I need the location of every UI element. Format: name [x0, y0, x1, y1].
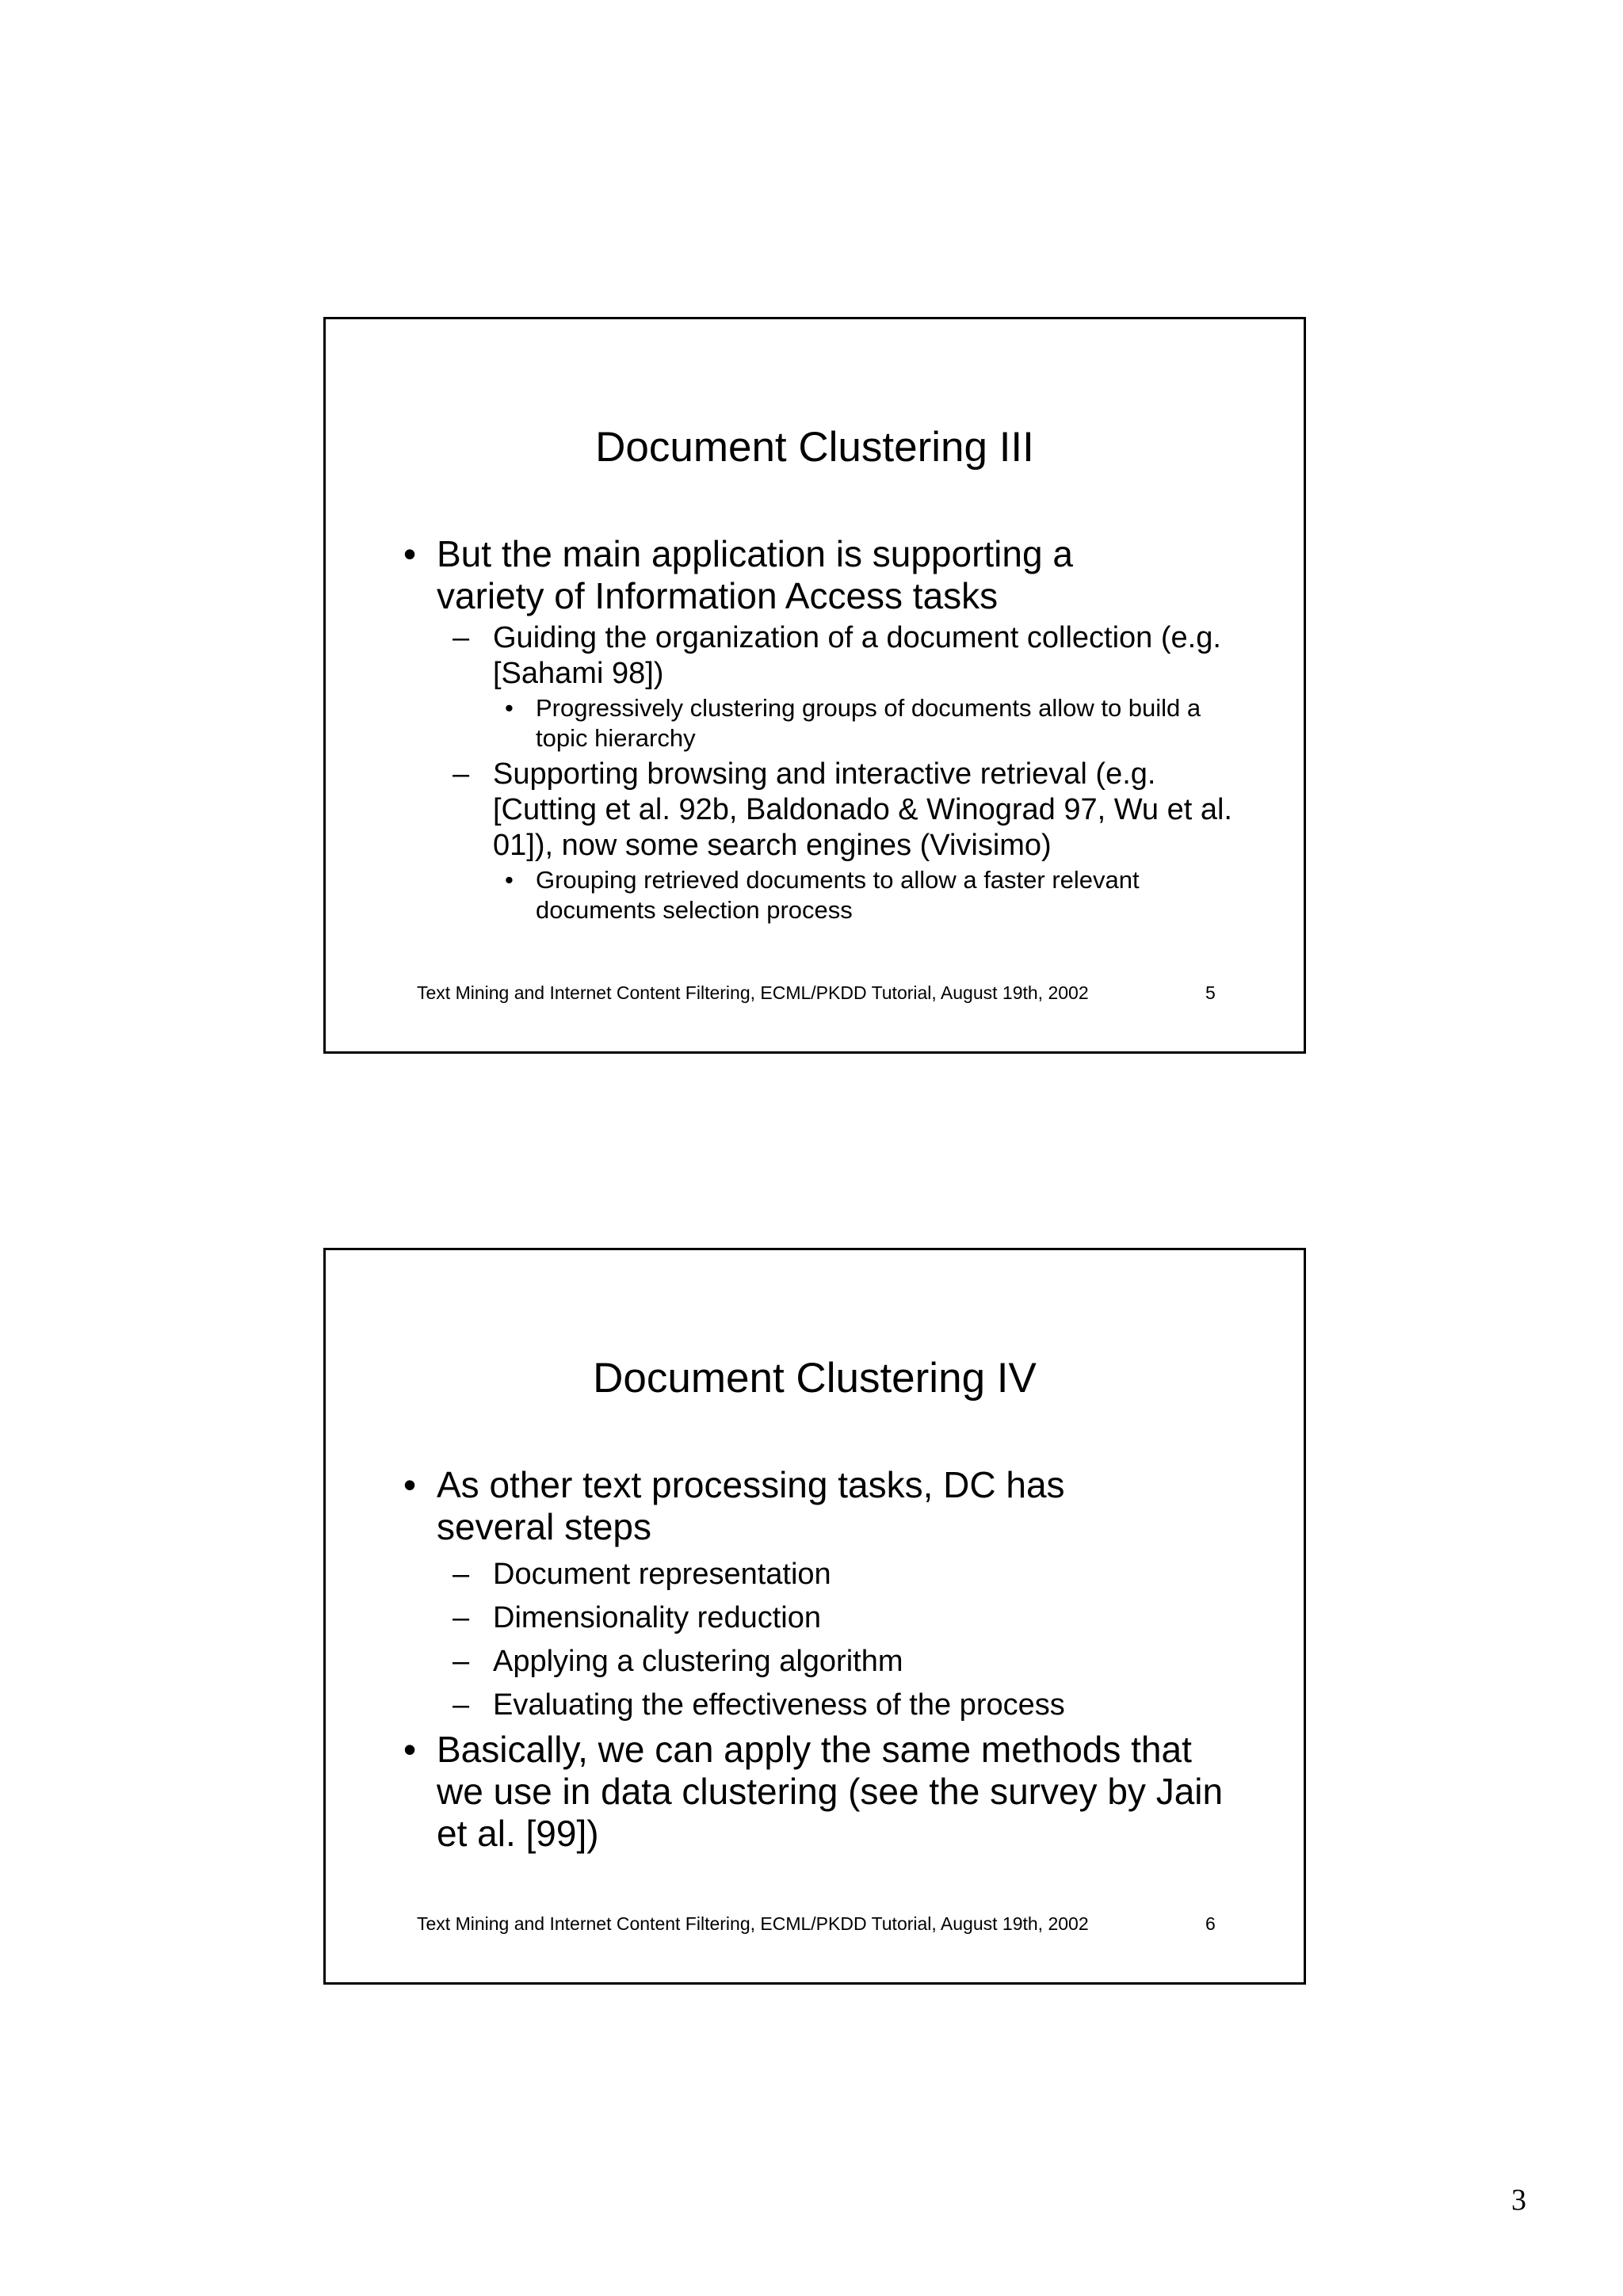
sub-bullet-item [401, 620, 1254, 692]
sub-bullet-text: Supporting browsing and interactive retrieval (e.g. [Cutting et al. 92b, Baldonado & Winograd 97, Wu et al. 01]), now some search engines (Vivisimo) [493, 757, 1232, 862]
slide-title: Document Clustering IV [593, 1355, 1037, 1402]
dash-icon: – [453, 1601, 470, 1634]
bullet-text: Basically, we can apply the same methods that we use in data clustering (see the survey by Jain et al. [99]) [437, 1729, 1224, 1854]
slide-number: 5 [1205, 982, 1216, 1003]
bullet-item [401, 533, 1174, 617]
slide-title: Document Clustering III [595, 424, 1034, 471]
bullet-text: But the main application is supporting a variety of Information Access tasks [437, 533, 1073, 616]
slide-bullet-list [401, 533, 1257, 925]
sub-bullet-text: Dimensionality reduction [493, 1601, 821, 1634]
bullet-text: As other text processing tasks, DC has several steps [437, 1464, 1065, 1547]
sub-bullet-text: Guiding the organization of a document collection (e.g. [Sahami 98]) [493, 621, 1221, 690]
sub-bullet-item [401, 757, 1238, 864]
slide-footer: Text Mining and Internet Content Filtering, ECML/PKDD Tutorial, August 19th, 2002 [417, 1913, 1089, 1934]
sub-sub-bullet-item [401, 693, 1209, 753]
sub-bullet-item [401, 1640, 1257, 1684]
page-number: 3 [1511, 2183, 1526, 2217]
bullet-item [401, 1729, 1229, 1855]
dash-icon: – [453, 621, 470, 654]
bullet-icon: • [403, 533, 417, 574]
slide-document-clustering-iii [323, 317, 1306, 1054]
dash-icon: – [453, 1645, 470, 1678]
bullet-icon: • [403, 1729, 417, 1770]
sub-sub-bullet-text: Progressively clustering groups of documents allow to build a topic hierarchy [536, 694, 1201, 752]
dash-icon: – [453, 1688, 470, 1722]
dash-icon: – [453, 1558, 470, 1591]
sub-sub-bullet-item [401, 865, 1233, 925]
sub-bullet-text: Applying a clustering algorithm [493, 1645, 903, 1678]
bullet-icon: • [505, 694, 514, 722]
sub-bullet-item [401, 1684, 1257, 1727]
sub-bullet-text: Evaluating the effectiveness of the process [493, 1688, 1065, 1722]
sub-sub-bullet-text: Grouping retrieved documents to allow a faster relevant documents selection process [536, 866, 1140, 924]
slide-document-clustering-iv [323, 1248, 1306, 1985]
bullet-icon: • [403, 1464, 417, 1505]
bullet-icon: • [505, 866, 514, 894]
sub-bullet-item [401, 1553, 1257, 1596]
bullet-item [401, 1464, 1150, 1548]
slide-footer: Text Mining and Internet Content Filtering, ECML/PKDD Tutorial, August 19th, 2002 [417, 982, 1089, 1003]
dash-icon: – [453, 757, 470, 791]
sub-bullet-text: Document representation [493, 1558, 831, 1591]
slide-number: 6 [1205, 1913, 1216, 1934]
sub-bullet-item [401, 1596, 1257, 1640]
slide-bullet-list [401, 1464, 1257, 1855]
